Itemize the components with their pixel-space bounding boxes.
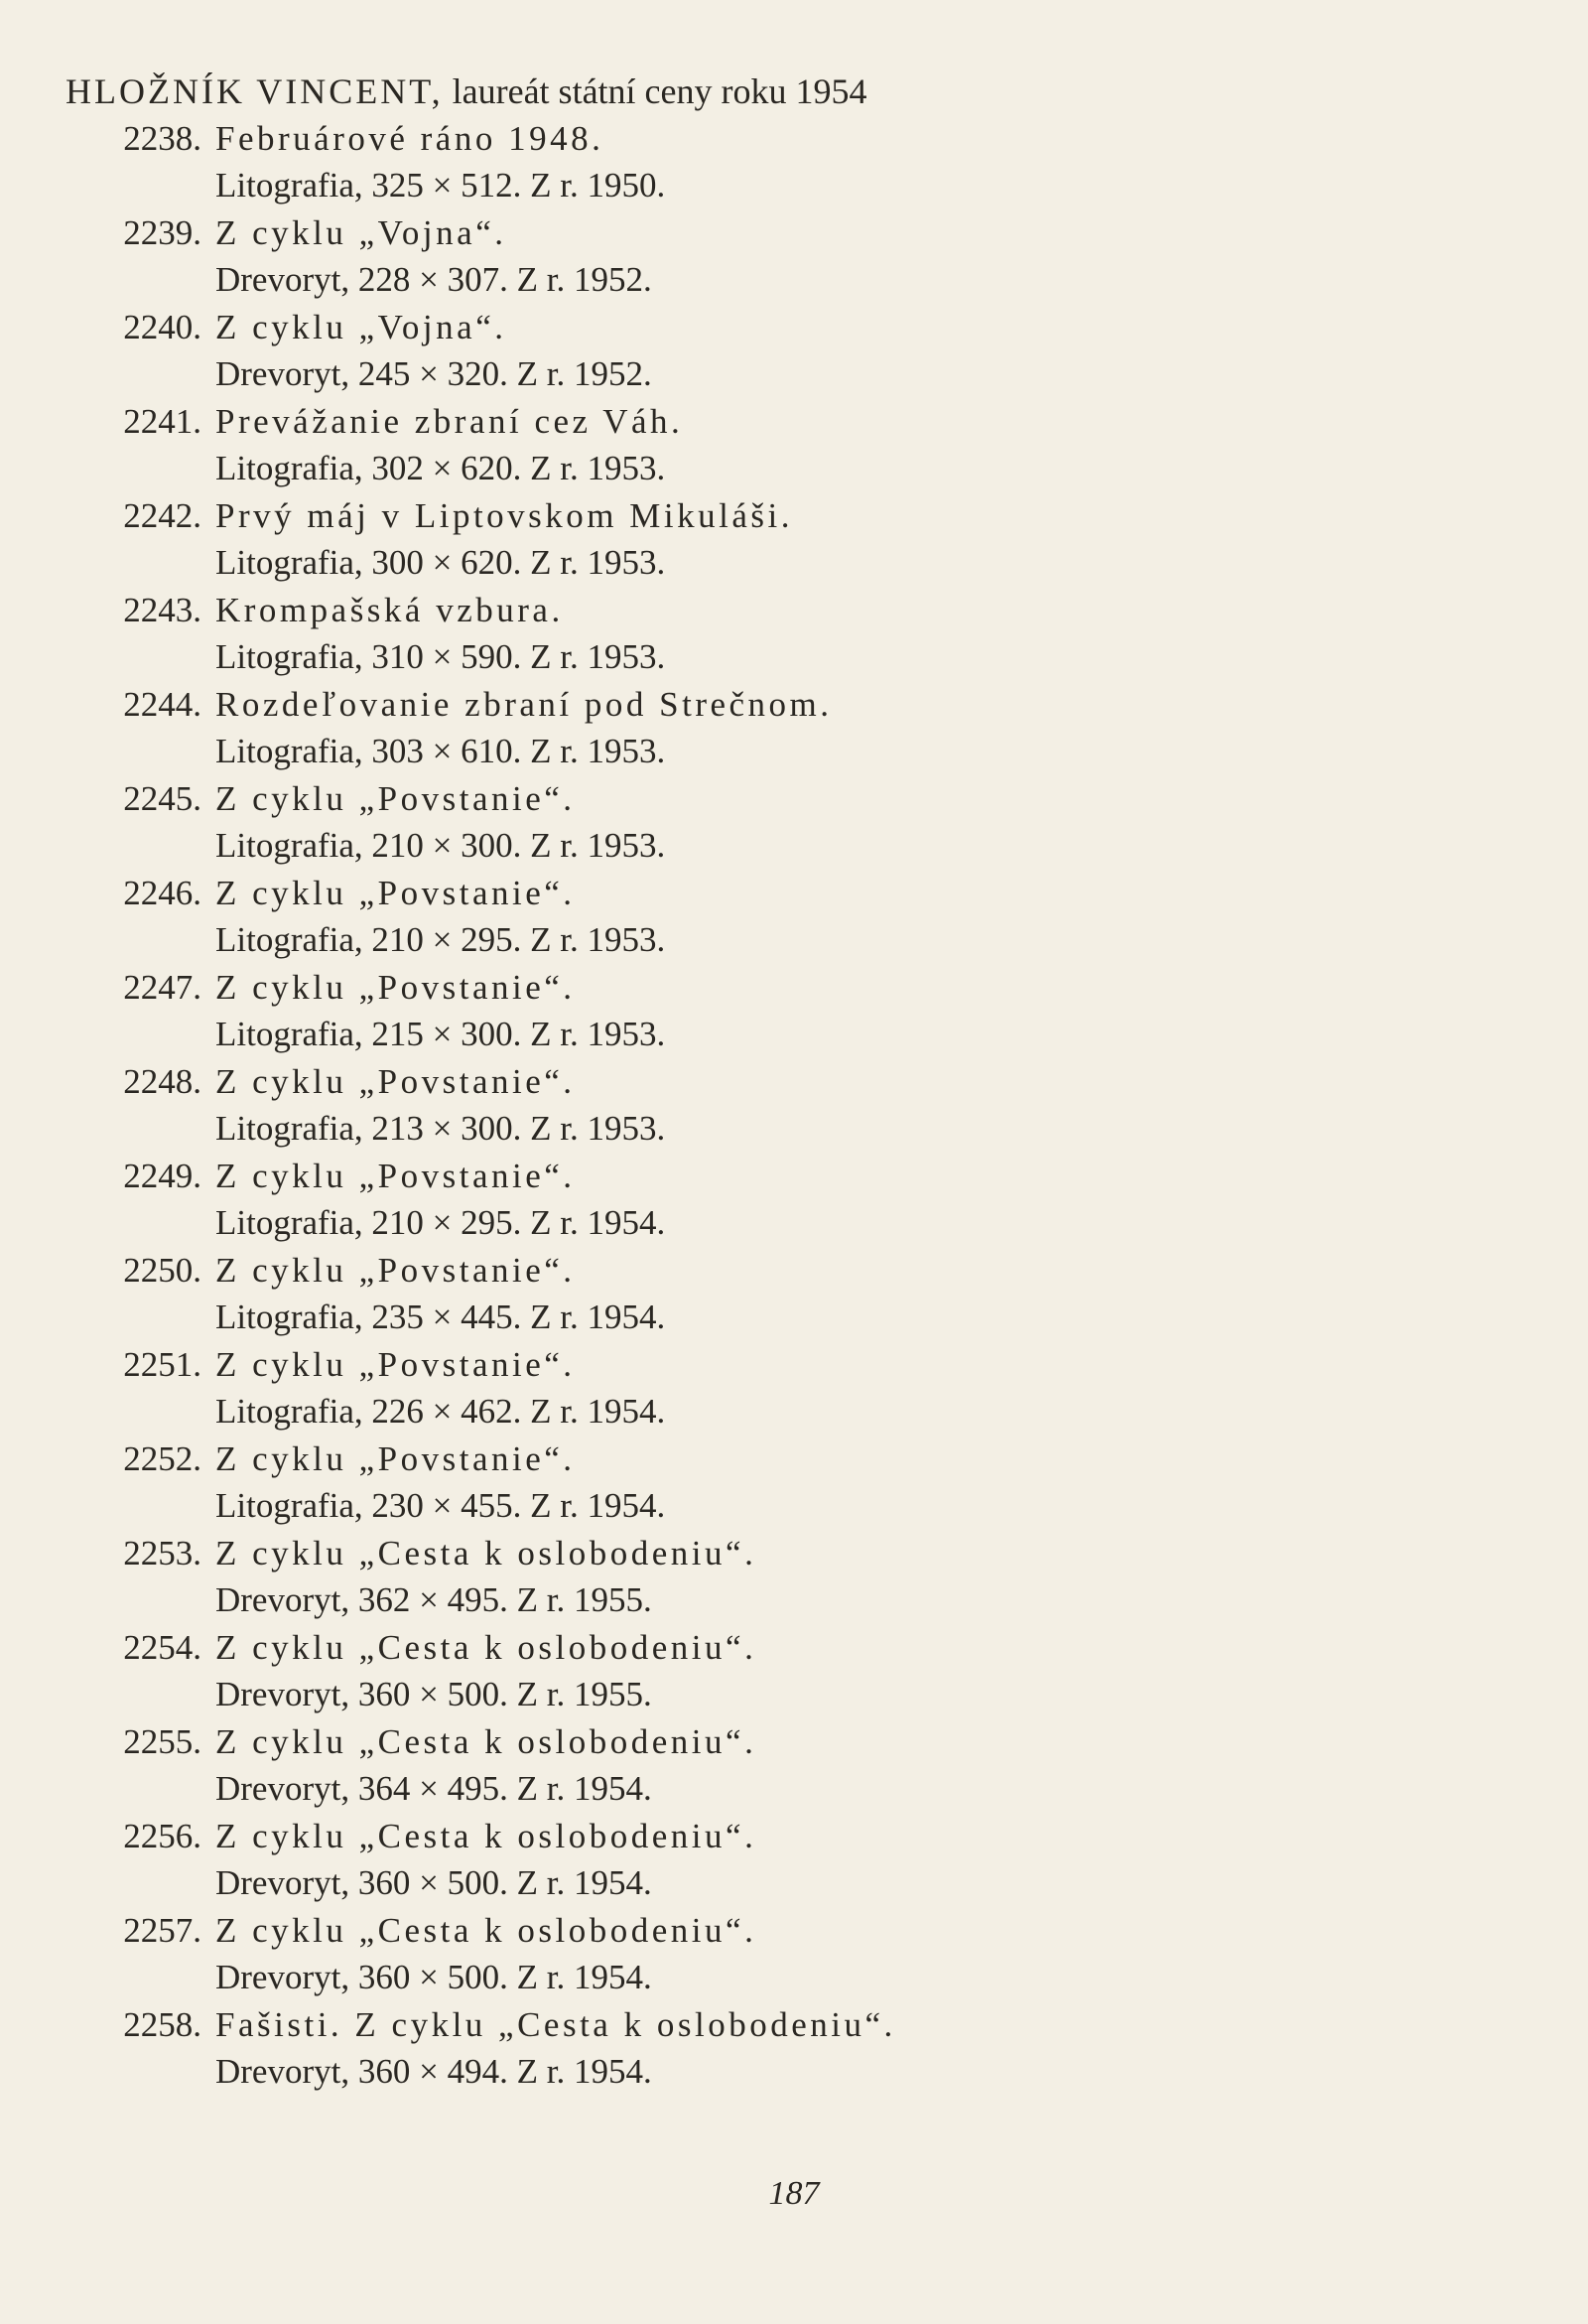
- entry-detail: Litografia, 310 × 590. Z r. 1953.: [215, 637, 666, 676]
- entry-number: 2244.: [123, 685, 201, 724]
- entry-number: 2247.: [123, 968, 201, 1007]
- entry-title: Z cyklu „Povstanie“.: [215, 874, 576, 912]
- entry-detail: Drevoryt, 364 × 495. Z r. 1954.: [215, 1769, 652, 1808]
- catalog-entry: [0, 1624, 1588, 1718]
- artist-name: HLOŽNÍK VINCENT,: [66, 71, 444, 111]
- entry-detail: Litografia, 210 × 295. Z r. 1954.: [215, 1203, 666, 1242]
- entry-title: Rozdeľovanie zbraní pod Strečnom.: [215, 685, 833, 724]
- entry-detail: Litografia, 302 × 620. Z r. 1953.: [215, 449, 666, 487]
- entry-title: Z cyklu „Cesta k oslobodeniu“.: [215, 1911, 757, 1950]
- entry-detail: Drevoryt, 245 × 320. Z r. 1952.: [215, 354, 652, 393]
- entry-number: 2249.: [123, 1157, 201, 1195]
- catalog-entry: [0, 492, 1588, 587]
- entry-number: 2242.: [123, 496, 201, 535]
- entry-number: 2241.: [123, 402, 201, 441]
- entry-detail: Litografia, 213 × 300. Z r. 1953.: [215, 1109, 666, 1148]
- catalog-entries: [0, 115, 1588, 2096]
- catalog-entry: [0, 1341, 1588, 1435]
- catalog-entry: [0, 1813, 1588, 1907]
- artist-note: laureát státní ceny roku 1954: [452, 71, 867, 111]
- entry-title: Z cyklu „Povstanie“.: [215, 779, 576, 818]
- catalog-entry: [0, 2001, 1588, 2096]
- entry-number: 2253.: [123, 1534, 201, 1572]
- entry-detail: Litografia, 300 × 620. Z r. 1953.: [215, 543, 666, 582]
- entry-number: 2240.: [123, 308, 201, 346]
- catalog-entry: [0, 1247, 1588, 1341]
- entry-title: Prvý máj v Liptovskom Mikuláši.: [215, 496, 793, 535]
- catalog-entry: [0, 681, 1588, 775]
- entry-detail: Drevoryt, 360 × 500. Z r. 1954.: [215, 1958, 652, 1996]
- entry-detail: Drevoryt, 360 × 494. Z r. 1954.: [215, 2052, 652, 2091]
- entry-number: 2258.: [123, 2005, 201, 2044]
- entry-title: Z cyklu „Povstanie“.: [215, 1157, 576, 1195]
- catalog-entry: [0, 587, 1588, 681]
- entry-number: 2256.: [123, 1817, 201, 1855]
- entry-detail: Drevoryt, 228 × 307. Z r. 1952.: [215, 260, 652, 299]
- entry-number: 2255.: [123, 1722, 201, 1761]
- entry-detail: Litografia, 303 × 610. Z r. 1953.: [215, 732, 666, 770]
- entry-number: 2239.: [123, 213, 201, 252]
- catalog-entry: [0, 209, 1588, 304]
- catalog-entry: [0, 1153, 1588, 1247]
- catalog-entry: [0, 964, 1588, 1058]
- catalog-entry: [0, 1530, 1588, 1624]
- entry-detail: Drevoryt, 360 × 500. Z r. 1954.: [215, 1863, 652, 1902]
- entry-title: Februárové ráno 1948.: [215, 119, 604, 158]
- entry-title: Z cyklu „Povstanie“.: [215, 968, 576, 1007]
- entry-title: Z cyklu „Cesta k oslobodeniu“.: [215, 1534, 757, 1572]
- entry-detail: Litografia, 230 × 455. Z r. 1954.: [215, 1486, 666, 1525]
- entry-number: 2251.: [123, 1345, 201, 1384]
- page-number: 187: [768, 2175, 820, 2212]
- entry-title: Z cyklu „Vojna“.: [215, 213, 507, 252]
- entry-title: Krompašská vzbura.: [215, 591, 564, 629]
- entry-title: Z cyklu „Cesta k oslobodeniu“.: [215, 1817, 757, 1855]
- entry-title: Z cyklu „Povstanie“.: [215, 1251, 576, 1290]
- artist-heading: [66, 68, 867, 115]
- entry-number: 2243.: [123, 591, 201, 629]
- entry-title: Z cyklu „Povstanie“.: [215, 1439, 576, 1478]
- catalog-entry: [0, 870, 1588, 964]
- entry-number: 2248.: [123, 1062, 201, 1101]
- catalog-entry: [0, 304, 1588, 398]
- entry-title: Z cyklu „Povstanie“.: [215, 1062, 576, 1101]
- entry-title: Z cyklu „Cesta k oslobodeniu“.: [215, 1722, 757, 1761]
- entry-title: Z cyklu „Vojna“.: [215, 308, 507, 346]
- entry-detail: Litografia, 215 × 300. Z r. 1953.: [215, 1015, 666, 1053]
- entry-number: 2254.: [123, 1628, 201, 1667]
- entry-number: 2250.: [123, 1251, 201, 1290]
- entry-title: Prevážanie zbraní cez Váh.: [215, 402, 684, 441]
- entry-detail: Litografia, 325 × 512. Z r. 1950.: [215, 166, 666, 205]
- entry-title: Z cyklu „Cesta k oslobodeniu“.: [215, 1628, 757, 1667]
- entry-number: 2252.: [123, 1439, 201, 1478]
- entry-detail: Litografia, 226 × 462. Z r. 1954.: [215, 1392, 666, 1431]
- catalog-entry: [0, 1435, 1588, 1530]
- catalog-entry: [0, 115, 1588, 209]
- entry-title: Z cyklu „Povstanie“.: [215, 1345, 576, 1384]
- entry-detail: Drevoryt, 360 × 500. Z r. 1955.: [215, 1675, 652, 1713]
- catalog-entry: [0, 1907, 1588, 2001]
- entry-title: Fašisti. Z cyklu „Cesta k oslobodeniu“.: [215, 2005, 896, 2044]
- catalog-entry: [0, 775, 1588, 870]
- entry-number: 2238.: [123, 119, 201, 158]
- entry-detail: Litografia, 210 × 300. Z r. 1953.: [215, 826, 666, 865]
- catalog-entry: [0, 1058, 1588, 1153]
- entry-number: 2245.: [123, 779, 201, 818]
- entry-detail: Drevoryt, 362 × 495. Z r. 1955.: [215, 1580, 652, 1619]
- entry-detail: Litografia, 210 × 295. Z r. 1953.: [215, 920, 666, 959]
- entry-detail: Litografia, 235 × 445. Z r. 1954.: [215, 1298, 666, 1336]
- entry-number: 2257.: [123, 1911, 201, 1950]
- entry-number: 2246.: [123, 874, 201, 912]
- catalog-entry: [0, 1718, 1588, 1813]
- catalog-entry: [0, 398, 1588, 492]
